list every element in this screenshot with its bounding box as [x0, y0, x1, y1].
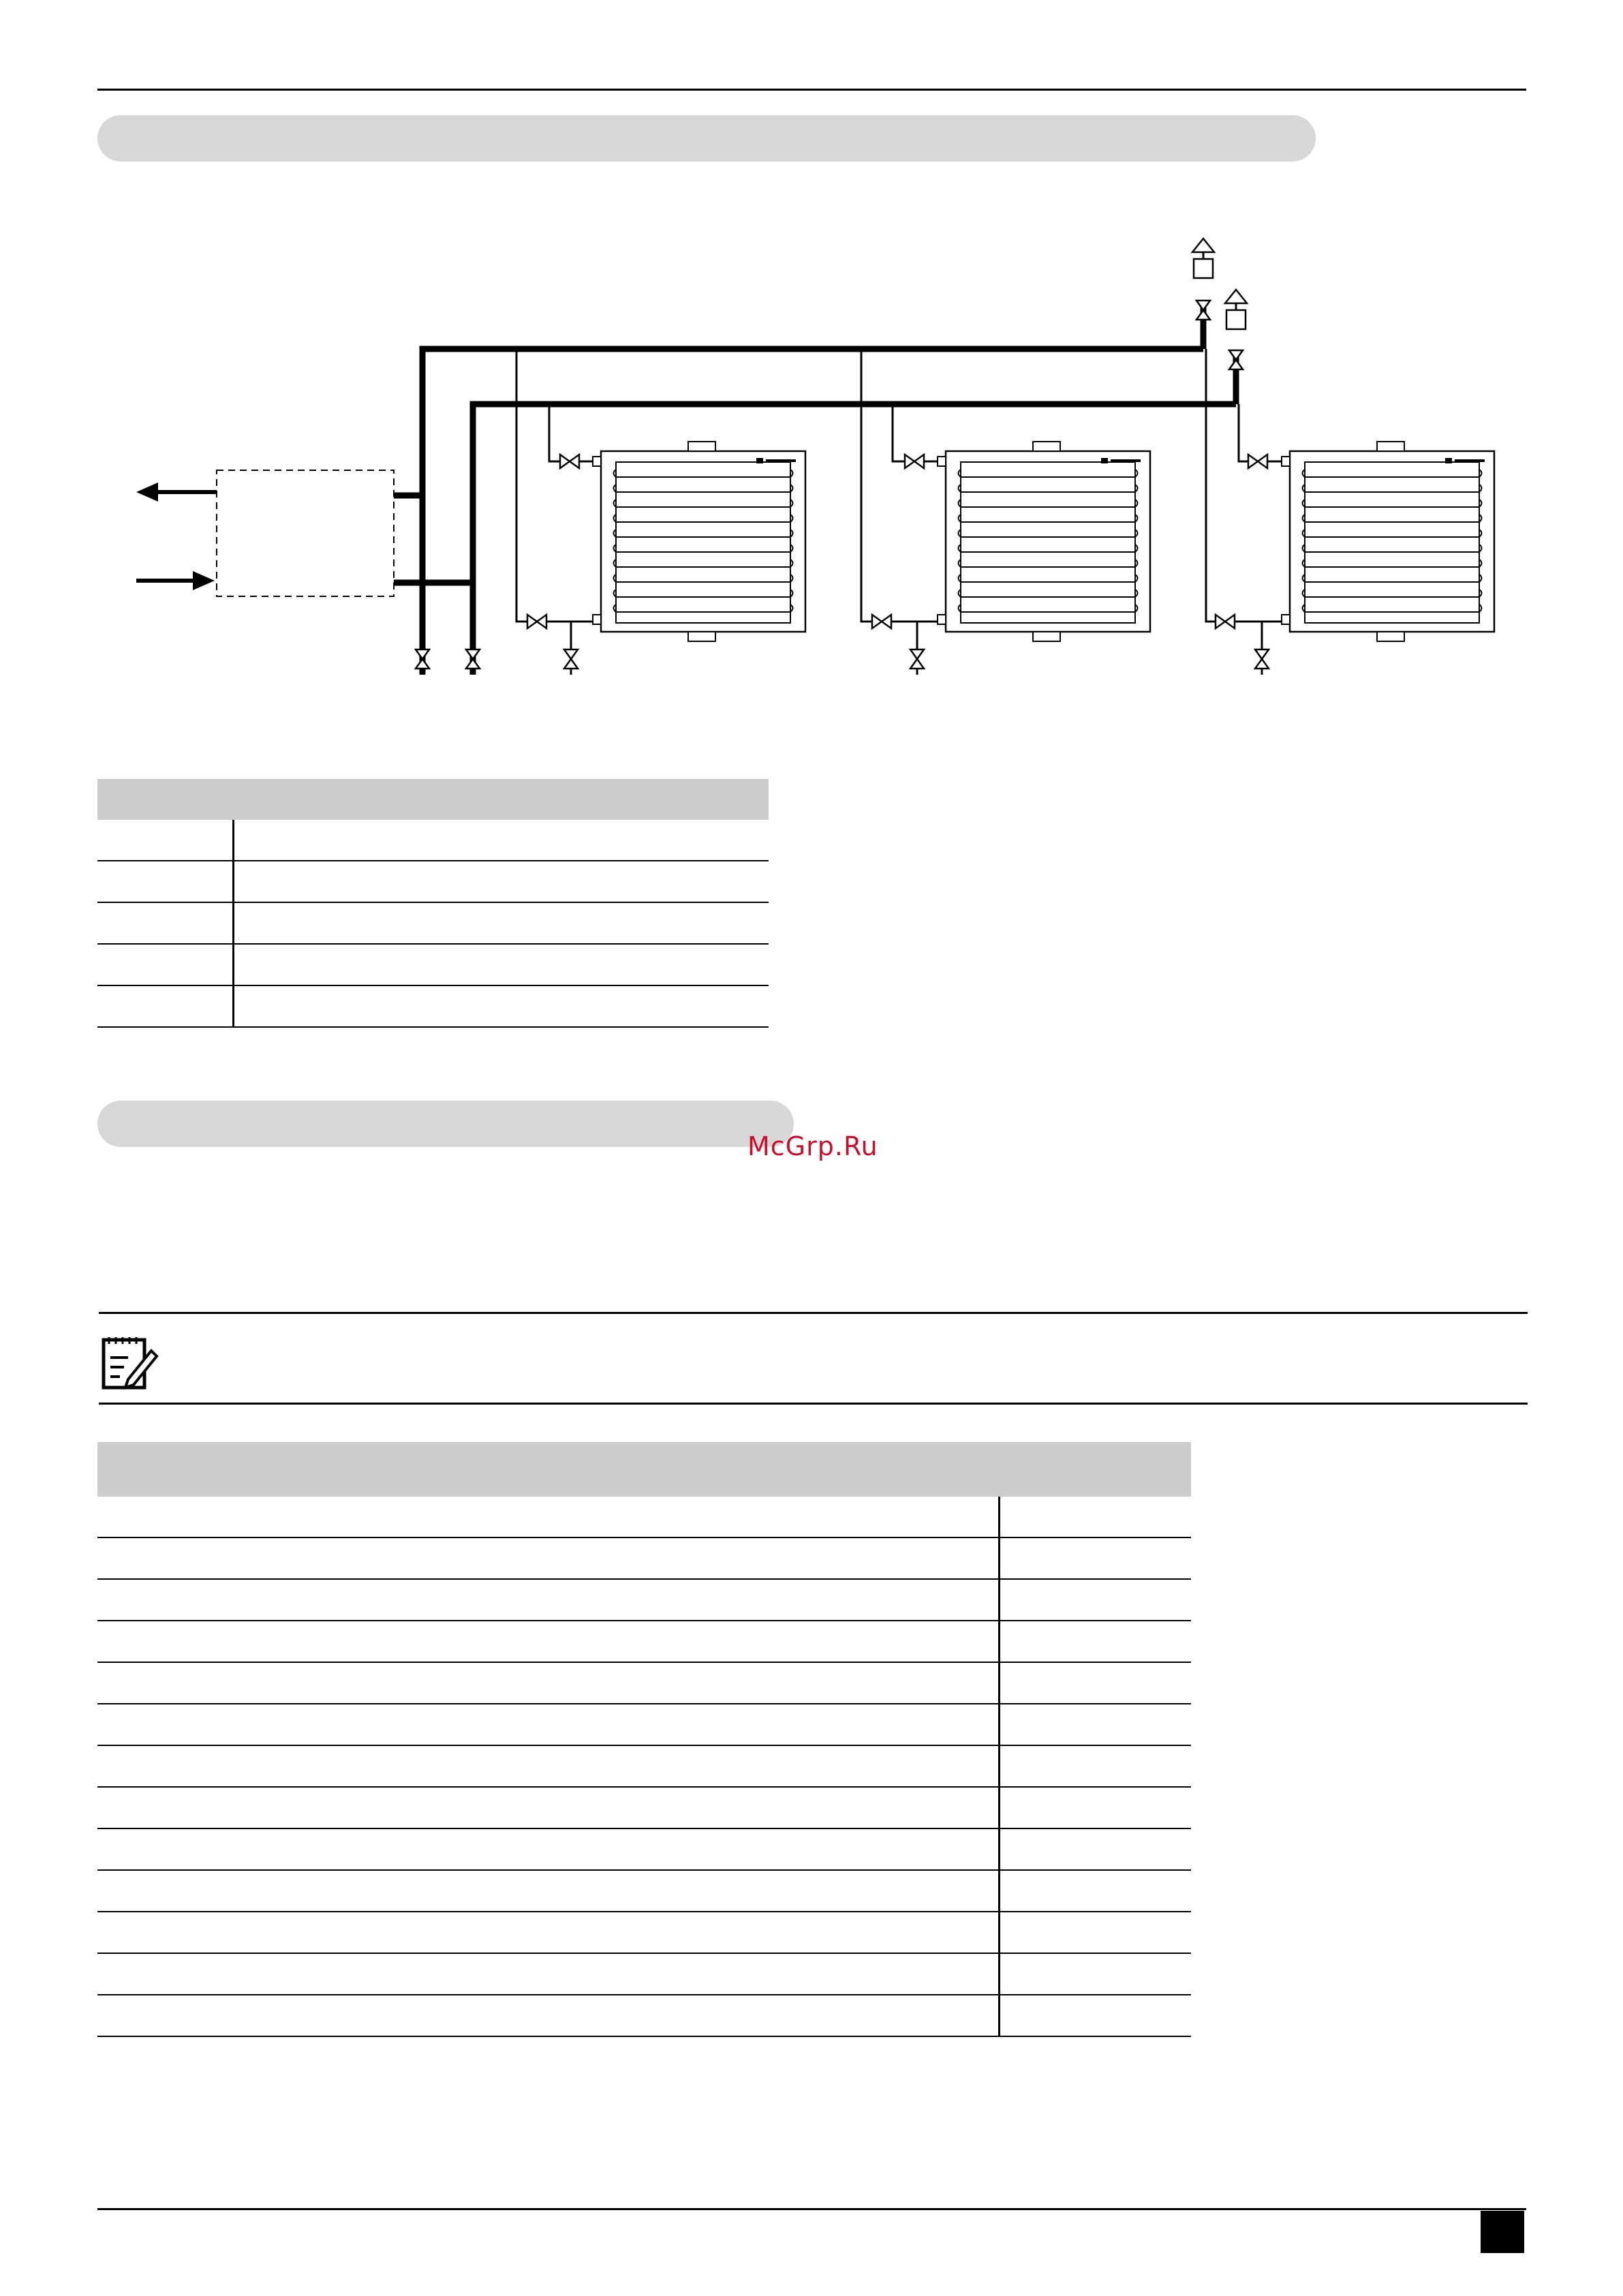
table-row: [97, 1828, 1191, 1870]
parameter-table: [97, 1442, 1191, 2037]
note-bottom-rule: [99, 1403, 1528, 1405]
legend-table: [97, 779, 769, 1028]
top-rule: [97, 89, 1526, 91]
footer-rule: [97, 2208, 1526, 2210]
legend-table-header: [97, 779, 769, 820]
table-row: [97, 861, 769, 902]
page-number-box: [1481, 2211, 1524, 2253]
table-row: [97, 1579, 1191, 1621]
table-row: [97, 1787, 1191, 1828]
table-row: [97, 1912, 1191, 1953]
watermark: McGrp.Ru: [747, 1131, 878, 1161]
outflow-arrow: [136, 483, 158, 502]
air-heater-3: [1282, 442, 1494, 641]
heat-source-box: [217, 470, 394, 596]
table-row: [97, 985, 769, 1027]
parameter-table-header: [97, 1442, 1191, 1497]
table-row: [97, 1745, 1191, 1787]
section-bar-second: [97, 1101, 794, 1147]
table-row: [97, 1953, 1191, 1995]
table-row: [97, 1621, 1191, 1662]
table-row: [97, 1995, 1191, 2036]
table-row: [97, 1662, 1191, 1704]
inflow-arrow: [193, 571, 215, 590]
table-row: [97, 1704, 1191, 1745]
table-row: [97, 1870, 1191, 1912]
air-heater-2: [938, 442, 1150, 641]
table-row: [97, 1497, 1191, 1537]
table-row: [97, 902, 769, 944]
heating-scheme-diagram: [0, 204, 1623, 709]
air-heater-1: [593, 442, 805, 641]
table-row: [97, 1537, 1191, 1579]
note-top-rule: [99, 1312, 1528, 1314]
section-bar-scheme: [97, 115, 1316, 162]
table-row: [97, 820, 769, 861]
table-row: [97, 944, 769, 985]
note-pencil-icon: [101, 1334, 161, 1392]
